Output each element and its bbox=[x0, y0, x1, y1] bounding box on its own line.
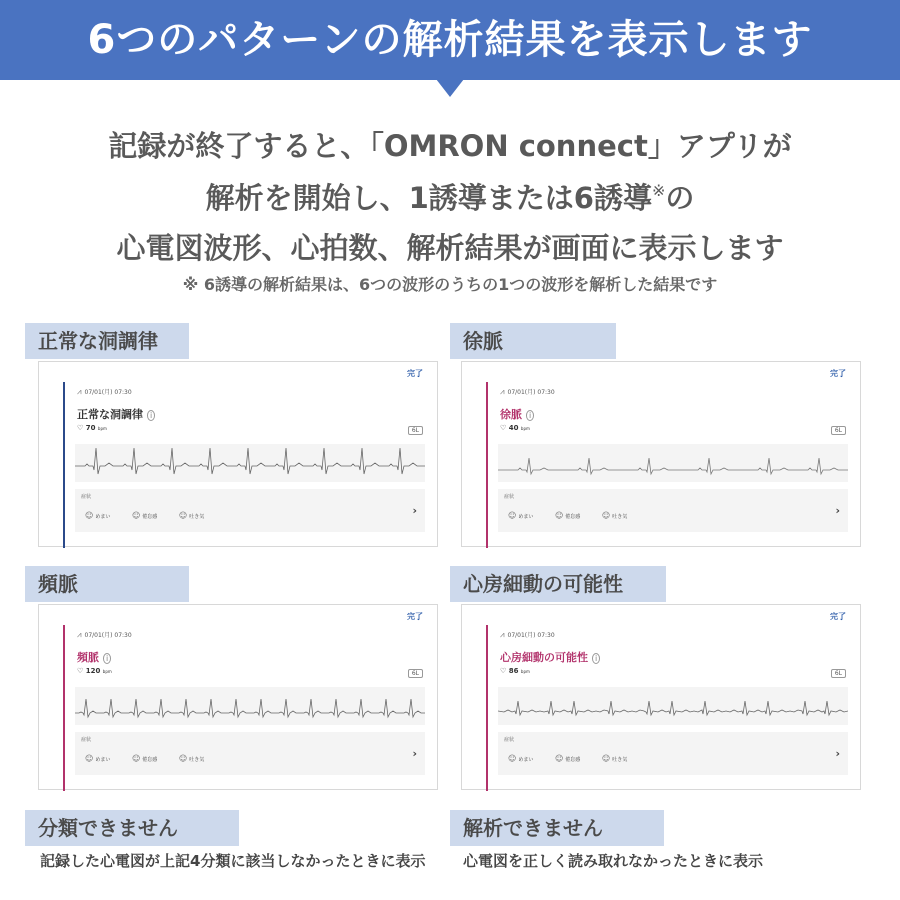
symptom-item bbox=[178, 511, 214, 520]
intro-line-2 bbox=[0, 176, 900, 217]
symptom-item bbox=[508, 754, 543, 763]
symptom-item bbox=[178, 754, 214, 763]
lead-badge: 6L bbox=[408, 426, 423, 435]
done-button[interactable]: 完了 bbox=[407, 612, 423, 621]
symptom-label: 症状 bbox=[81, 494, 92, 500]
info-icon[interactable]: i bbox=[526, 410, 534, 421]
chevron-right-icon[interactable]: › bbox=[412, 747, 417, 760]
accent-line bbox=[486, 625, 488, 791]
record-date bbox=[500, 630, 555, 640]
accent-line bbox=[63, 625, 65, 791]
fatigue-icon: ☺ bbox=[131, 754, 141, 763]
ecg-waveform bbox=[75, 444, 425, 482]
dizzy-icon: ☺ bbox=[508, 754, 517, 763]
lead-badge: 6L bbox=[408, 669, 423, 678]
nausea-icon: ☺ bbox=[178, 754, 188, 763]
symptom-label: 症状 bbox=[504, 494, 515, 500]
result-card-normal bbox=[38, 361, 438, 547]
ecg-waveform bbox=[498, 687, 848, 725]
date-text: 07/01(月) 07:30 bbox=[507, 389, 555, 396]
ecg-trace-tachycardia bbox=[75, 687, 425, 725]
intro-line-2-text: 解析を開始し、1誘導または6誘導 bbox=[205, 181, 652, 215]
symptom-item bbox=[508, 511, 543, 520]
info-icon[interactable]: i bbox=[103, 653, 111, 664]
symptom-list bbox=[85, 511, 224, 520]
bpm-unit: bpm bbox=[520, 669, 530, 674]
symptom-text: 吐き気 bbox=[612, 757, 628, 763]
symptom-item bbox=[131, 754, 167, 763]
symptom-text: めまい bbox=[518, 757, 534, 763]
intro-line-1: 記録が終了すると、「OMRON connect」アプリが bbox=[108, 129, 792, 163]
heart-icon: ♡ bbox=[500, 667, 507, 675]
nausea-icon: ☺ bbox=[178, 511, 188, 520]
symptom-text: めまい bbox=[95, 514, 111, 520]
pulse-icon: ⩘ bbox=[500, 630, 505, 639]
result-title-text: 正常な洞調律 bbox=[77, 408, 143, 421]
result-title bbox=[77, 649, 111, 665]
symptom-item bbox=[601, 754, 637, 763]
pulse-icon: ⩘ bbox=[77, 630, 82, 639]
fatigue-icon: ☺ bbox=[131, 511, 141, 520]
bpm-value: 70 bbox=[85, 424, 96, 432]
heart-icon: ♡ bbox=[77, 667, 84, 675]
footnote-mark: ※ bbox=[651, 181, 666, 200]
chevron-right-icon[interactable]: › bbox=[835, 504, 840, 517]
bpm-value: 40 bbox=[508, 424, 519, 432]
result-title bbox=[77, 406, 155, 422]
result-title bbox=[500, 649, 600, 665]
dizzy-icon: ☺ bbox=[508, 511, 517, 520]
accent-line bbox=[486, 382, 488, 548]
heart-rate bbox=[77, 424, 107, 432]
lead-badge: 6L bbox=[831, 426, 846, 435]
symptom-text: 吐き気 bbox=[189, 514, 205, 520]
heart-rate bbox=[500, 667, 530, 675]
symptom-text: 吐き気 bbox=[189, 757, 205, 763]
panel-label-unclassified: 分類できません bbox=[25, 810, 239, 846]
panel-label-unreadable: 解析できません bbox=[450, 810, 664, 846]
symptom-text: 吐き気 bbox=[612, 514, 628, 520]
banner-pointer bbox=[436, 79, 464, 97]
info-icon[interactable]: i bbox=[592, 653, 600, 664]
result-title-text: 心房細動の可能性 bbox=[500, 651, 588, 664]
lead-badge: 6L bbox=[831, 669, 846, 678]
result-title-text: 徐脈 bbox=[500, 408, 522, 421]
symptom-text: 倦怠感 bbox=[142, 514, 158, 520]
fatigue-icon: ☺ bbox=[554, 511, 564, 520]
unclassified-description: 記録した心電図が上記4分類に該当しなかったときに表示 bbox=[40, 852, 426, 870]
accent-line bbox=[63, 382, 65, 548]
symptom-row[interactable] bbox=[75, 489, 425, 532]
ecg-waveform bbox=[75, 687, 425, 725]
done-button[interactable]: 完了 bbox=[830, 612, 846, 621]
page-title: 6つのパターンの解析結果を表示します bbox=[87, 17, 813, 63]
bpm-unit: bpm bbox=[97, 426, 107, 431]
symptom-list bbox=[508, 754, 647, 763]
panel-label-bradycardia: 徐脈 bbox=[450, 323, 616, 359]
symptom-list bbox=[85, 754, 224, 763]
symptom-text: 倦怠感 bbox=[565, 757, 581, 763]
bpm-value: 86 bbox=[508, 667, 519, 675]
result-card-afib bbox=[461, 604, 861, 790]
heart-icon: ♡ bbox=[500, 424, 507, 432]
date-text: 07/01(月) 07:30 bbox=[84, 389, 132, 396]
bpm-value: 120 bbox=[85, 667, 101, 675]
date-text: 07/01(月) 07:30 bbox=[84, 632, 132, 639]
symptom-item bbox=[554, 754, 590, 763]
bpm-unit: bpm bbox=[520, 426, 530, 431]
symptom-item bbox=[554, 511, 590, 520]
done-button[interactable]: 完了 bbox=[407, 369, 423, 378]
ecg-waveform bbox=[498, 444, 848, 482]
result-card-bradycardia bbox=[461, 361, 861, 547]
intro-line-3: 心電図波形、心拍数、解析結果が画面に表示します bbox=[116, 231, 784, 265]
symptom-text: めまい bbox=[95, 757, 111, 763]
panel-label-tachycardia: 頻脈 bbox=[25, 566, 189, 602]
date-text: 07/01(月) 07:30 bbox=[507, 632, 555, 639]
chevron-right-icon[interactable]: › bbox=[835, 747, 840, 760]
fatigue-icon: ☺ bbox=[554, 754, 564, 763]
symptom-row[interactable] bbox=[75, 732, 425, 775]
pulse-icon: ⩘ bbox=[500, 387, 505, 396]
symptom-label: 症状 bbox=[81, 737, 92, 743]
intro-line-2-tail: の bbox=[665, 181, 695, 215]
panel-label-afib: 心房細動の可能性 bbox=[450, 566, 666, 602]
nausea-icon: ☺ bbox=[601, 754, 611, 763]
info-icon[interactable]: i bbox=[147, 410, 155, 421]
symptom-row[interactable] bbox=[498, 489, 848, 532]
symptom-item bbox=[85, 754, 120, 763]
symptom-text: めまい bbox=[518, 514, 534, 520]
record-date bbox=[500, 387, 555, 397]
heart-rate bbox=[500, 424, 530, 432]
footnote: ※ 6誘導の解析結果は、6つの波形のうちの1つの波形を解析した結果です bbox=[182, 275, 718, 294]
result-card-tachycardia bbox=[38, 604, 438, 790]
symptom-item bbox=[601, 511, 637, 520]
ecg-trace-normal bbox=[75, 444, 425, 482]
nausea-icon: ☺ bbox=[601, 511, 611, 520]
ecg-trace-afib bbox=[498, 687, 848, 725]
record-date bbox=[77, 387, 132, 397]
pulse-icon: ⩘ bbox=[77, 387, 82, 396]
symptom-label: 症状 bbox=[504, 737, 515, 743]
symptom-list bbox=[508, 511, 647, 520]
heart-rate bbox=[77, 667, 112, 675]
dizzy-icon: ☺ bbox=[85, 754, 94, 763]
record-date bbox=[77, 630, 132, 640]
heart-icon: ♡ bbox=[77, 424, 84, 432]
symptom-row[interactable] bbox=[498, 732, 848, 775]
chevron-right-icon[interactable]: › bbox=[412, 504, 417, 517]
result-title bbox=[500, 406, 534, 422]
panel-label-normal: 正常な洞調律 bbox=[25, 323, 189, 359]
symptom-item bbox=[131, 511, 167, 520]
unreadable-description: 心電図を正しく読み取れなかったときに表示 bbox=[463, 852, 764, 870]
dizzy-icon: ☺ bbox=[85, 511, 94, 520]
symptom-text: 倦怠感 bbox=[142, 757, 158, 763]
ecg-trace-bradycardia bbox=[498, 444, 848, 482]
bpm-unit: bpm bbox=[102, 669, 112, 674]
done-button[interactable]: 完了 bbox=[830, 369, 846, 378]
symptom-text: 倦怠感 bbox=[565, 514, 581, 520]
result-title-text: 頻脈 bbox=[77, 651, 99, 664]
symptom-item bbox=[85, 511, 120, 520]
